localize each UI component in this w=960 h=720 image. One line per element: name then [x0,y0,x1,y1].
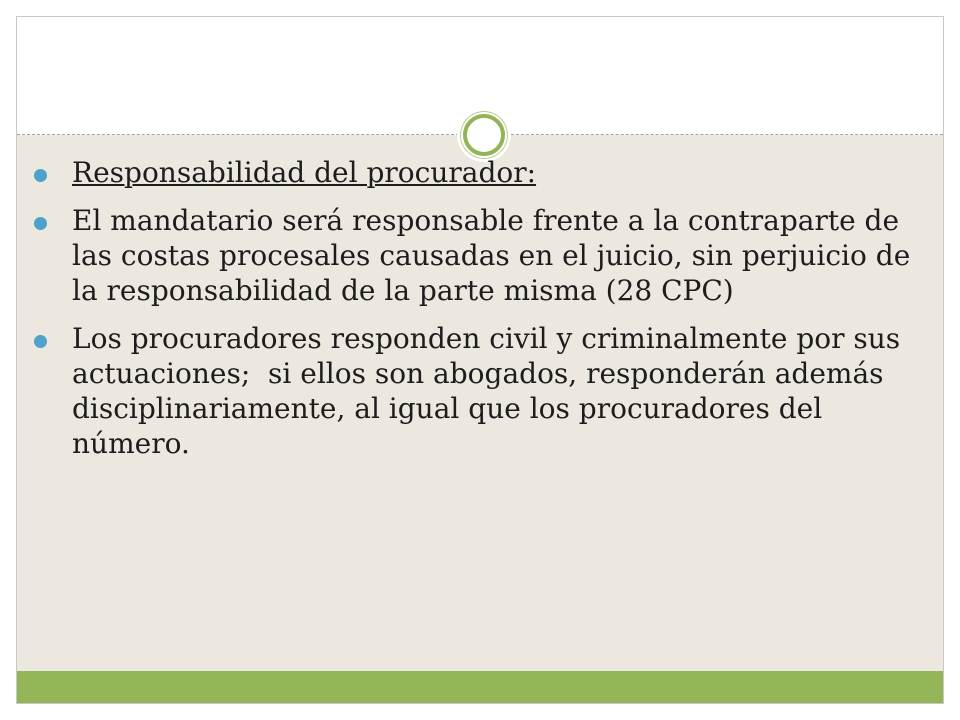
bullet-icon [34,217,47,230]
bullet-item [34,321,914,461]
bullet-icon [34,169,47,182]
bullet-item [34,155,914,190]
circle-ornament-icon [457,108,511,162]
bullet-icon [34,335,47,348]
footer-bar [17,671,943,704]
bullet-list [34,155,914,474]
bullet-text: El mandatario será responsable frente a la contraparte de las costas procesales causadas en el juicio, sin perjuicio de la responsabilidad de la parte misma (28 CPC) [72,204,911,307]
bullet-item [34,203,914,308]
section-heading: Responsabilidad del procurador: [72,156,537,189]
bullet-text: Los procuradores responden civil y criminalmente por sus actuaciones; si ellos son abogados, responderán además disciplinariamente, al igual que los procuradores del número. [72,322,910,460]
